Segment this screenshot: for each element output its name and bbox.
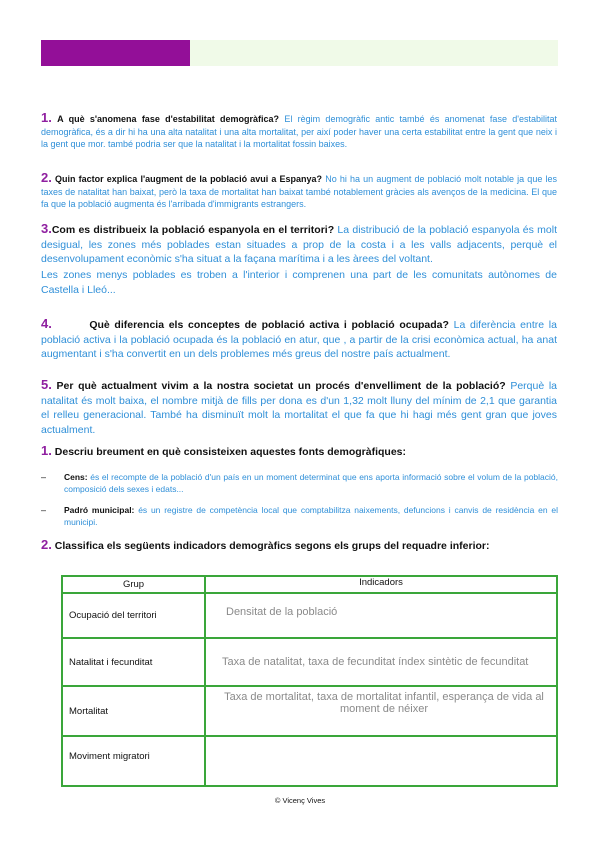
- classify-question: [41, 538, 557, 554]
- table-header-row: [62, 576, 557, 593]
- question-number: 1.: [41, 110, 52, 125]
- header-grup: Grup: [62, 576, 205, 593]
- question-5: [41, 378, 557, 437]
- bullet-dash: –: [41, 505, 47, 515]
- question-number: 1.: [41, 443, 52, 458]
- table-row: [62, 593, 557, 638]
- table-cell-value: Densitat de la població: [205, 593, 557, 638]
- question-text: A què s'anomena fase d'estabilitat demogràfica?: [57, 114, 280, 124]
- answer-text: La diferència entre la població activa i la població ocupada és la població en atur, que , a partir de la crisi econòmica actual, ha anat augmentant i s'ha convertit en un dels problemes més greus del nostre país actualment.: [41, 319, 557, 360]
- table-cell-group: Natalitat i fecunditat: [62, 638, 205, 686]
- question-text: Com es distribueix la població espanyola en el territori?: [51, 224, 335, 236]
- bullet-cens: [64, 471, 558, 495]
- header-indicadors: Indicadors: [205, 576, 557, 593]
- question-text: Quin factor explica l'augment de la població avui a Espanya?: [55, 174, 323, 184]
- question-text: Què diferencia els conceptes de població activa i població ocupada?: [89, 319, 449, 331]
- bullet-label: Padró municipal:: [64, 505, 135, 515]
- table-cell-group: Mortalitat: [62, 686, 205, 736]
- bullet-dash: –: [41, 472, 47, 482]
- indicators-table: [61, 575, 558, 787]
- question-3-continuation: [41, 268, 557, 297]
- header-bar-green: [190, 40, 558, 66]
- question-2: [41, 172, 557, 211]
- question-3: [41, 222, 557, 267]
- table-row: [62, 736, 557, 786]
- question-1: [41, 112, 557, 151]
- bullet-padro: [64, 504, 558, 528]
- question-number: 4.: [41, 316, 52, 331]
- table-row: [62, 638, 557, 686]
- bullet-label: Cens:: [64, 472, 88, 482]
- question-text: Classifica els següents indicadors demogràfics segons els grups del requadre inferior:: [54, 540, 490, 552]
- question-number: 3.: [41, 221, 52, 236]
- answer-text: No hi ha un augment de població molt notable ja que les taxes de natalitat han baixat, però la taxa de mortalitat han baixat també notablement gràcies als avenços de la medicina. El que fa que la població augmenta és l'arribada d'immigrants estrangers.: [41, 174, 557, 209]
- table-cell-group: Moviment migratori: [62, 736, 205, 786]
- question-text: Descriu breument en què consisteixen aquestes fonts demogràfiques:: [54, 446, 407, 458]
- table-row: [62, 686, 557, 736]
- bullet-text: és el recompte de la població d'un país en un moment determinat que ens aporta informació sobre el volum de la població, composició dels sexes i edats...: [64, 472, 558, 494]
- table-cell-value: [205, 736, 557, 786]
- answer-text: Perquè la natalitat és molt baixa, el nombre mitjà de fills per dona es d'un 1,32 molt lluny del mínim de 2,1 que garantia el relleu generacional. També ha disminuït molt la mortalitat el que fa que hi hagi més gent gran que joves actualment.: [41, 380, 558, 436]
- bullet-text: és un registre de competència local que comptabilitza naixements, defuncions i canvis de residència en el municipi.: [64, 505, 558, 527]
- answer-text: El règim demogràfic antic també és anomenat fase d'estabilitat demogràfica, és a dir hi ha una alta natalitat i una alta mortalitat, per així poder haver una certa estabilitat entre la gent que neix i la gent que mor. també podria ser que la natalitat i la mortalitat fossin baixes.: [41, 114, 557, 149]
- question-text: Per què actualment vivim a la nostra societat un procés d'envelliment de la població?: [56, 380, 506, 392]
- header-bar-purple: [41, 40, 190, 66]
- table-cell-value: Taxa de mortalitat, taxa de mortalitat infantil, esperança de vida al moment de néixer: [205, 686, 557, 736]
- sources-question: [41, 444, 557, 460]
- table-cell-group: Ocupació del territori: [62, 593, 205, 638]
- table-cell-value: Taxa de natalitat, taxa de fecunditat índex sintètic de fecunditat: [205, 638, 557, 686]
- footer-copyright: © Vicenç Vives: [274, 796, 326, 805]
- answer-text: Les zones menys poblades es troben a l'interior i comprenen una part de les comunitats autònomes de Castella i Lleó...: [41, 269, 557, 296]
- answer-text: La distribució de la població espanyola és molt desigual, les zones més poblades estan situades a prop de la costa i a les valls adjacents, perquè el desenvolupament econòmic s'ha situat a la façana marítima i a les àrees del voltant.: [41, 224, 558, 265]
- question-number: 2.: [41, 170, 52, 185]
- question-number: 2.: [41, 537, 52, 552]
- question-4: [41, 317, 557, 362]
- question-number: 5.: [41, 377, 52, 392]
